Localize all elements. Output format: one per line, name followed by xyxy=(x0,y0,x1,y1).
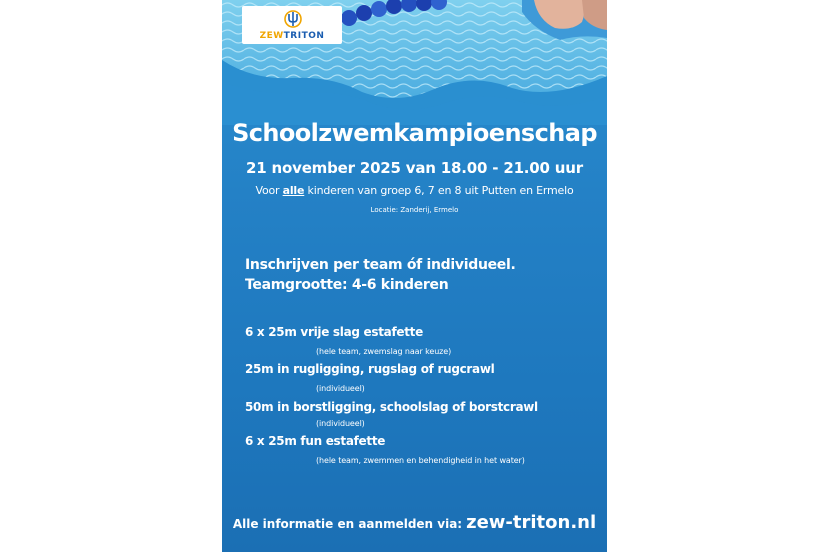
registration-line-1: Inschrijven per team óf individueel. xyxy=(245,257,516,273)
event-item-name: 6 x 25m fun estafette xyxy=(245,434,386,448)
audience-line xyxy=(222,184,607,197)
event-item-note: (individueel) xyxy=(316,419,365,428)
event-location: Locatie: Zanderij, Ermelo xyxy=(370,206,459,214)
zew-triton-logo xyxy=(242,6,342,44)
logo-brand-a: ZEW xyxy=(259,31,284,41)
event-item-name: 50m in borstligging, schoolslag of borstcrawl xyxy=(245,400,538,414)
trident-icon xyxy=(284,9,302,29)
audience-emphasis: alle xyxy=(282,184,305,197)
poster xyxy=(222,0,607,552)
event-item-name: 6 x 25m vrije slag estafette xyxy=(245,325,423,339)
event-item-note: (hele team, zwemslag naar keuze) xyxy=(316,347,452,356)
event-item-name: 25m in rugligging, rugslag of rugcrawl xyxy=(245,362,495,376)
logo-wordmark xyxy=(242,31,342,41)
event-item-note: (individueel) xyxy=(316,384,365,393)
footer-text: Alle informatie en aanmelden via: xyxy=(232,517,463,531)
event-title: Schoolzwemkampioenschap xyxy=(232,119,597,147)
footer-cta xyxy=(222,512,607,533)
event-item-note: (hele team, zwemmen en behendigheid in het water) xyxy=(316,456,525,465)
registration-line-2: Teamgrootte: 4-6 kinderen xyxy=(245,277,449,293)
logo-brand-b: TRITON xyxy=(283,31,325,41)
event-date: 21 november 2025 van 18.00 - 21.00 uur xyxy=(246,159,583,177)
website-link[interactable]: zew-triton.nl xyxy=(466,512,597,533)
audience-pre: Voor xyxy=(255,184,283,197)
audience-post: kinderen van groep 6, 7 en 8 uit Putten en Ermelo xyxy=(304,184,574,197)
